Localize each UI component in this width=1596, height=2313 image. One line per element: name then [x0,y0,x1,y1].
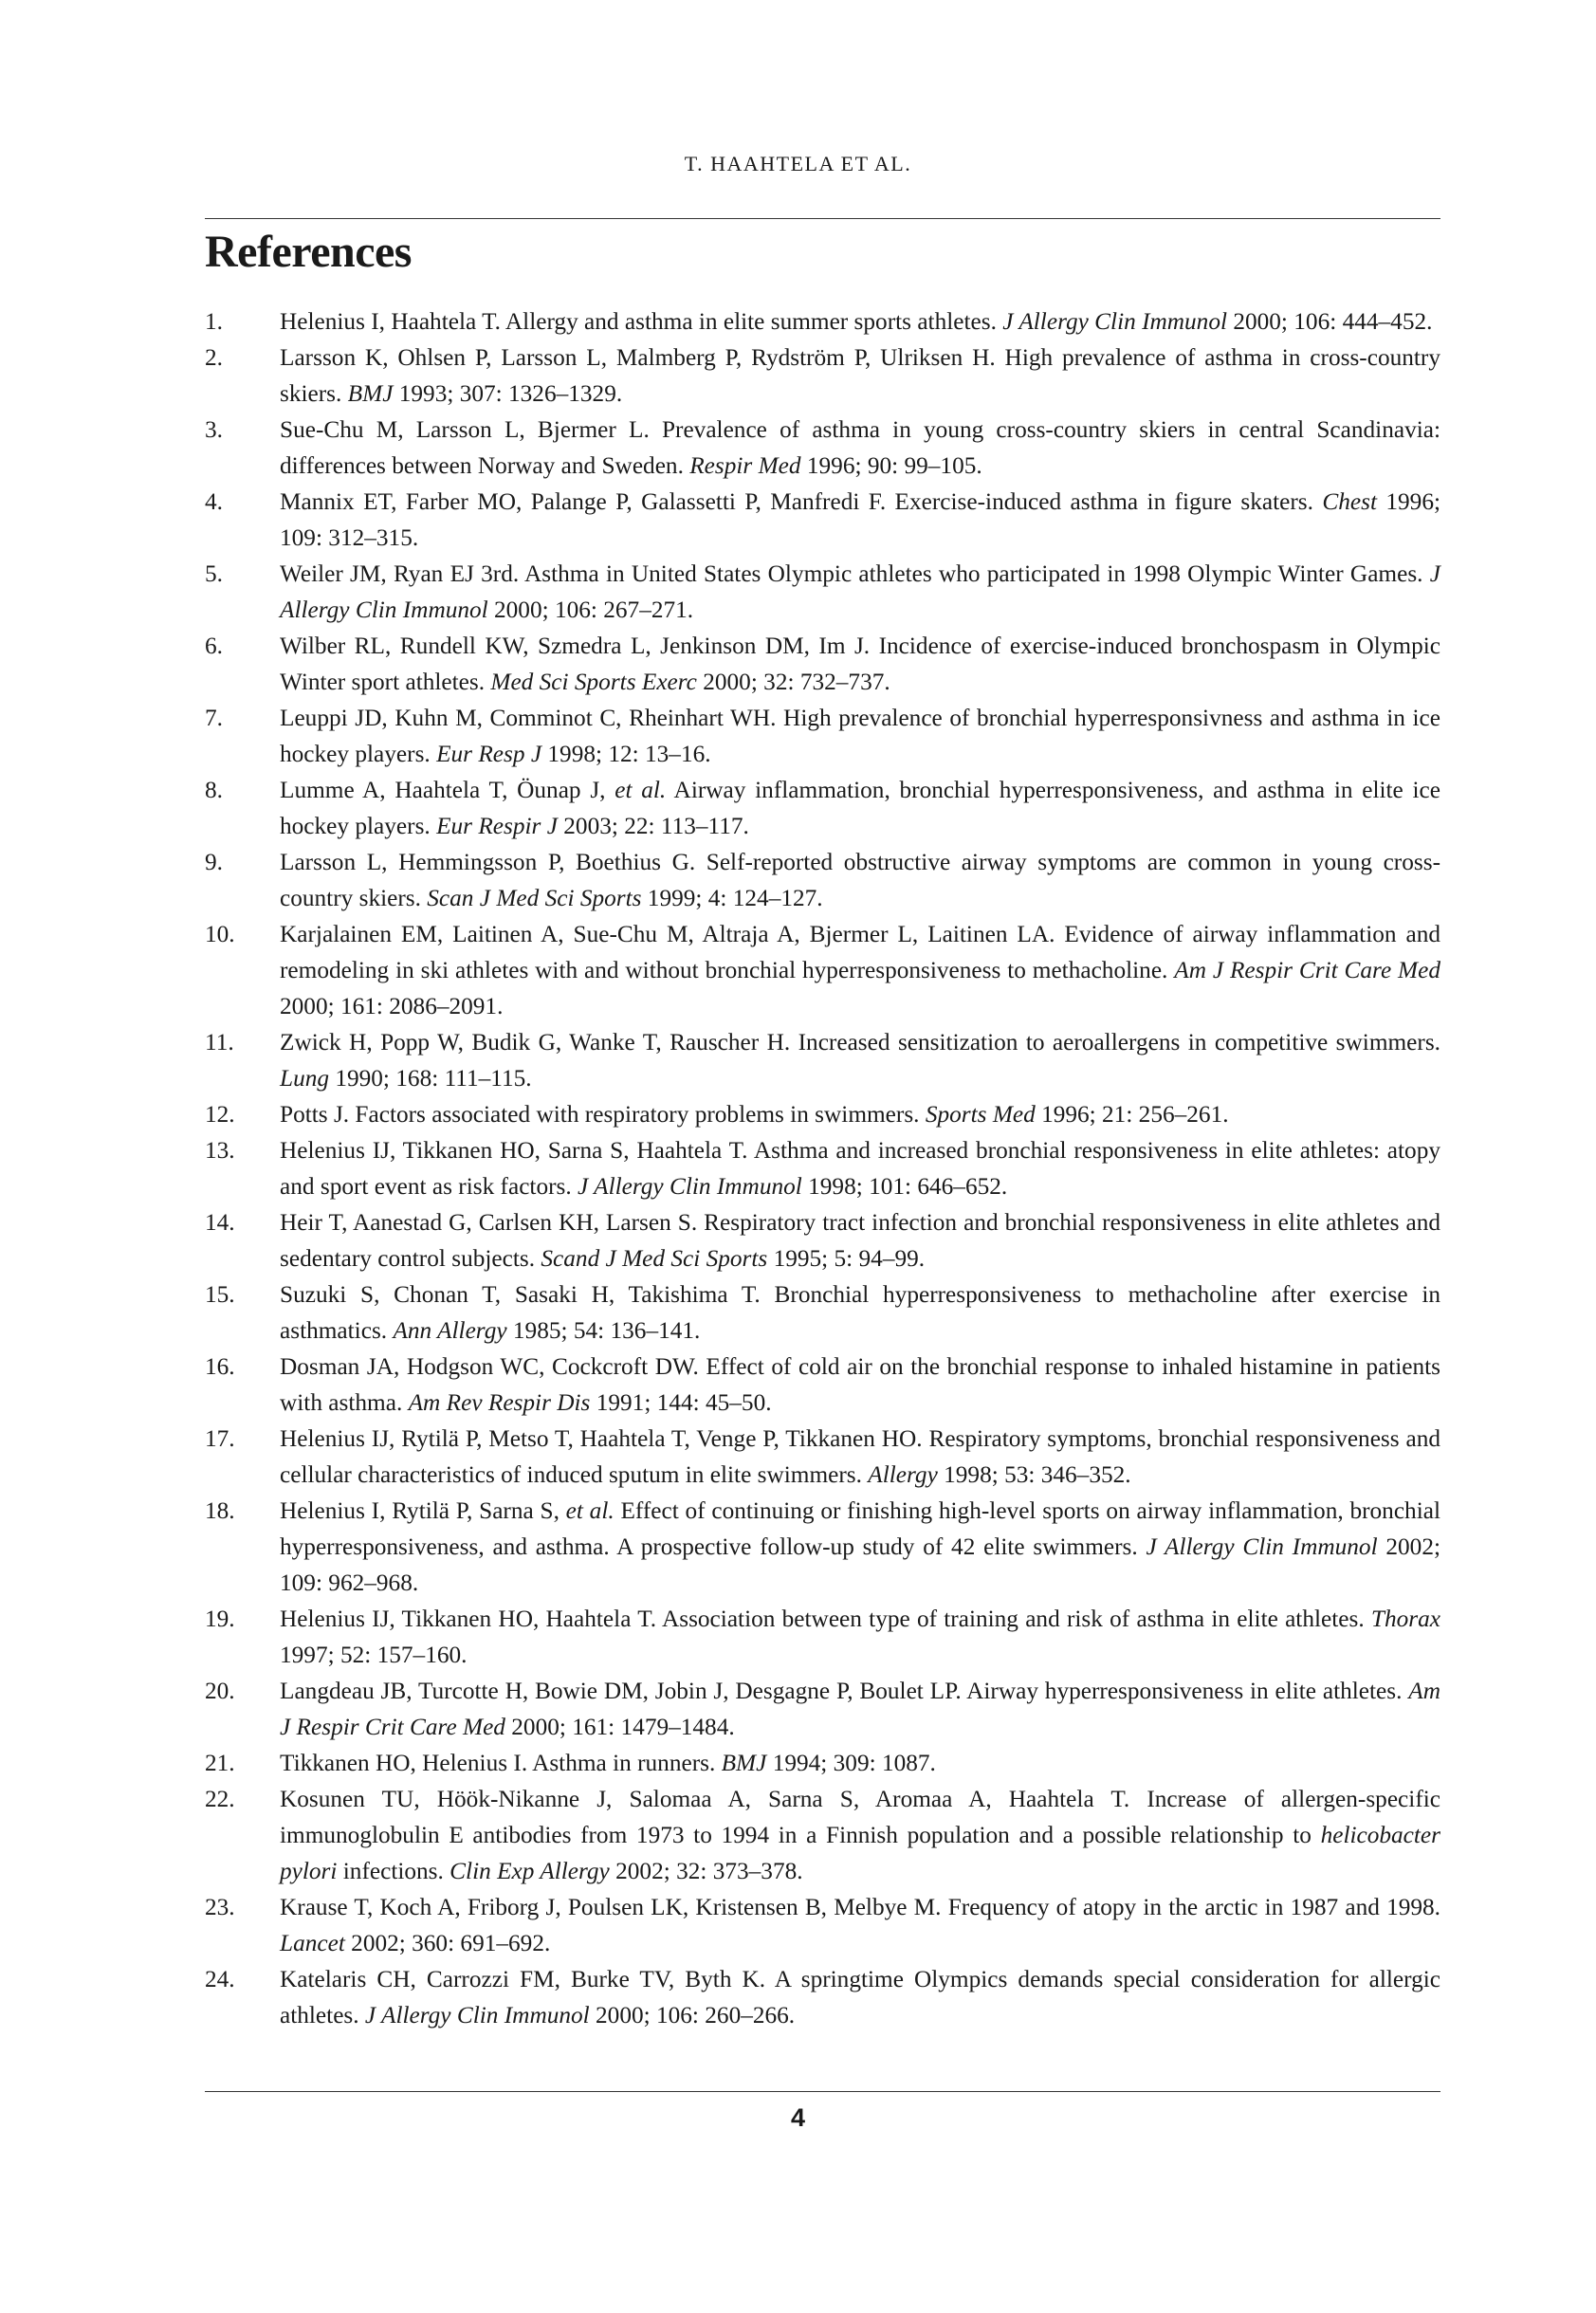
reference-authors-title: Helenius I, Rytilä P, Sarna S, [280,1497,566,1524]
reference-number: 16. [205,1353,235,1380]
reference-number: 20. [205,1678,235,1704]
reference-number: 24. [205,1966,235,1992]
reference-item [205,1204,1440,1276]
reference-journal: Am J Respir Crit Care Med [1174,957,1440,983]
reference-text [280,844,1440,916]
reference-authors-title: Dosman JA, Hodgson WC, Cockcroft DW. Effect of cold air on the bronchial response to inhaled histamine in patients with asthma. [280,1353,1440,1416]
reference-item [205,1673,1440,1745]
reference-citation: 2002; 32: 373–378. [609,1858,803,1884]
reference-text [280,1276,1440,1349]
reference-number: 14. [205,1209,235,1236]
reference-text [280,1601,1440,1673]
running-head: T. HAAHTELA ET AL. [684,152,912,175]
reference-journal: Clin Exp Allergy [449,1858,610,1884]
reference-number: 23. [205,1894,235,1920]
reference-citation: 1997; 52: 157–160. [280,1642,468,1668]
reference-number: 10. [205,921,235,947]
reference-authors-title: Tikkanen HO, Helenius I. Asthma in runners. [280,1750,722,1776]
reference-text [280,556,1440,628]
reference-number: 22. [205,1786,235,1812]
reference-citation: 1998; 101: 646–652. [801,1173,1008,1200]
reference-title-continued: Effect of continuing or finishing high-level sports on airway inflammation, bronchial hyperresponsiveness, and asthma. A prospective follow-up study of 42 elite swimmers. [280,1497,1440,1560]
reference-item [205,1745,1440,1781]
reference-citation: 1990; 168: 111–115. [329,1065,532,1092]
reference-number: 13. [205,1137,235,1164]
reference-number: 8. [205,777,223,803]
reference-authors-title: Potts J. Factors associated with respiratory problems in swimmers. [280,1101,926,1128]
reference-text [280,1961,1440,2033]
reference-item [205,303,1440,340]
reference-text [280,1024,1440,1096]
reference-text [280,412,1440,484]
reference-authors-title: Langdeau JB, Turcotte H, Bowie DM, Jobin J, Desgagne P, Boulet LP. Airway hyperresponsiveness in elite athletes. [280,1678,1409,1704]
reference-number: 1. [205,308,223,335]
reference-item [205,1421,1440,1493]
reference-journal: Chest [1322,488,1377,515]
reference-item [205,1024,1440,1096]
reference-authors-title: Zwick H, Popp W, Budik G, Wanke T, Rauscher H. Increased sensitization to aeroallergens in competitive swimmers. [280,1029,1440,1056]
reference-authors-title: Karjalainen EM, Laitinen A, Sue-Chu M, Altraja A, Bjermer L, Laitinen LA. Evidence of airway inflammation and remodeling in ski athletes with and without bronchial hyperresponsiveness to methacholine. [280,921,1440,983]
reference-authors-title: Helenius IJ, Tikkanen HO, Haahtela T. Association between type of training and risk of asthma in elite athletes. [280,1606,1371,1632]
reference-journal: Scan J Med Sci Sports [427,885,642,911]
reference-text [280,1889,1440,1961]
reference-number: 15. [205,1281,235,1308]
reference-citation: 1996; 90: 99–105. [800,452,982,479]
reference-citation: 1998; 12: 13–16. [541,741,711,767]
reference-journal: J Allergy Clin Immunol [1146,1533,1378,1560]
footer-rule [205,2091,1440,2092]
reference-citation: 1996; 109: 312–315. [280,488,1440,551]
reference-journal: J Allergy Clin Immunol [578,1173,802,1200]
reference-citation: 2000; 106: 444–452. [1227,308,1433,335]
reference-citation: 1999; 4: 124–127. [641,885,823,911]
reference-citation: 1985; 54: 136–141. [506,1317,701,1344]
reference-citation: 2002; 109: 962–968. [280,1533,1440,1596]
reference-italic-term: helicobacter pylori [280,1822,1440,1884]
reference-authors-title: Larsson L, Hemmingsson P, Boethius G. Self-reported obstructive airway symptoms are common in young cross-country skiers. [280,849,1440,911]
section-title: References [205,227,412,277]
reference-journal: Respir Med [689,452,801,479]
reference-number: 4. [205,488,223,515]
reference-authors-title: Helenius IJ, Tikkanen HO, Sarna S, Haahtela T. Asthma and increased bronchial responsiveness in elite athletes: atopy and sport event as risk factors. [280,1137,1440,1200]
reference-text [280,700,1440,772]
reference-journal: Eur Respir J [436,813,558,839]
reference-journal: Scand J Med Sci Sports [541,1245,768,1272]
reference-journal: BMJ [721,1750,767,1776]
reference-item [205,1493,1440,1601]
reference-citation: 2000; 32: 732–737. [696,669,890,695]
reference-item [205,1349,1440,1421]
reference-text [280,628,1440,700]
reference-number: 3. [205,416,223,443]
reference-number: 19. [205,1606,235,1632]
reference-citation: 2003; 22: 113–117. [557,813,749,839]
reference-journal: Ann Allergy [393,1317,507,1344]
reference-item [205,1601,1440,1673]
reference-item [205,1276,1440,1349]
reference-authors-title: Kosunen TU, Höök-Nikanne J, Salomaa A, Sarna S, Aromaa A, Haahtela T. Increase of allergen-specific immunoglobulin E antibodies from 1973 to 1994 in a Finnish population and a possible relationship to [280,1786,1440,1848]
reference-number: 2. [205,344,223,371]
reference-number: 11. [205,1029,234,1056]
page-number: 4 [790,2103,806,2132]
reference-item [205,772,1440,844]
reference-text [280,303,1440,340]
reference-authors-title: Krause T, Koch A, Friborg J, Poulsen LK, Kristensen B, Melbye M. Frequency of atopy in the arctic in 1987 and 1998. [280,1894,1440,1920]
reference-number: 21. [205,1750,235,1776]
reference-citation: 1998; 53: 346–352. [937,1461,1131,1488]
reference-item [205,340,1440,412]
reference-text [280,340,1440,412]
reference-title-continued: infections. [337,1858,450,1884]
reference-authors-title: Leuppi JD, Kuhn M, Comminot C, Rheinhart WH. High prevalence of bronchial hyperresponsivness and asthma in ice hockey players. [280,705,1440,767]
reference-journal: J Allergy Clin Immunol [280,560,1440,623]
reference-authors-title: Wilber RL, Rundell KW, Szmedra L, Jenkinson DM, Im J. Incidence of exercise-induced bronchospasm in Olympic Winter sport athletes. [280,633,1440,695]
reference-text [280,1204,1440,1276]
reference-journal: Am Rev Respir Dis [408,1389,591,1416]
reference-citation: 1993; 307: 1326–1329. [393,380,623,407]
reference-journal: J Allergy Clin Immunol [1002,308,1228,335]
reference-number: 6. [205,633,223,659]
reference-text [280,1421,1440,1493]
reference-journal: Sports Med [925,1101,1036,1128]
reference-number: 5. [205,560,223,587]
reference-authors-title: Suzuki S, Chonan T, Sasaki H, Takishima T. Bronchial hyperresponsiveness to methacholine after exercise in asthmatics. [280,1281,1440,1344]
reference-authors-title: Mannix ET, Farber MO, Palange P, Galassetti P, Manfredi F. Exercise-induced asthma in figure skaters. [280,488,1323,515]
reference-number: 7. [205,705,223,731]
reference-number: 18. [205,1497,235,1524]
reference-citation: 1991; 144: 45–50. [590,1389,772,1416]
reference-journal: Thorax [1370,1606,1440,1632]
reference-citation: 2000; 106: 260–266. [589,2002,796,2028]
reference-number: 12. [205,1101,235,1128]
reference-journal: J Allergy Clin Immunol [364,2002,590,2028]
reference-authors-title: Lumme A, Haahtela T, Öunap J, [280,777,615,803]
reference-authors-title: Helenius I, Haahtela T. Allergy and asthma in elite summer sports athletes. [280,308,1003,335]
reference-item [205,484,1440,556]
reference-item [205,1889,1440,1961]
reference-text [280,484,1440,556]
reference-item [205,628,1440,700]
reference-text [280,772,1440,844]
reference-citation: 1996; 21: 256–261. [1035,1101,1229,1128]
reference-text [280,1745,1440,1781]
reference-citation: 2002; 360: 691–692. [344,1930,551,1956]
reference-item [205,700,1440,772]
reference-authors-title: Larsson K, Ohlsen P, Larsson L, Malmberg P, Rydström P, Ulriksen H. High prevalence of asthma in cross-country skiers. [280,344,1440,407]
reference-journal: Lung [280,1065,330,1092]
reference-item [205,412,1440,484]
reference-title-continued: Airway inflammation, bronchial hyperresponsiveness, and asthma in elite ice hockey players. [280,777,1440,839]
reference-italic-term: et al. [565,1497,615,1524]
reference-item [205,1132,1440,1204]
reference-citation: 2000; 161: 1479–1484. [504,1714,735,1740]
reference-item [205,556,1440,628]
reference-item [205,1961,1440,2033]
reference-text [280,1493,1440,1601]
header-rule [205,218,1440,219]
reference-item [205,844,1440,916]
reference-text [280,1096,1440,1132]
reference-item [205,1781,1440,1889]
reference-text [280,1673,1440,1745]
reference-journal: BMJ [347,380,394,407]
reference-journal: Lancet [280,1930,345,1956]
reference-item [205,916,1440,1024]
reference-authors-title: Helenius IJ, Rytilä P, Metso T, Haahtela T, Venge P, Tikkanen HO. Respiratory symptoms, bronchial responsiveness and cellular characteristics of induced sputum in elite swimmers. [280,1425,1440,1488]
reference-citation: 2000; 161: 2086–2091. [280,993,504,1019]
reference-journal: Am J Respir Crit Care Med [280,1678,1440,1740]
reference-citation: 2000; 106: 267–271. [487,597,694,623]
reference-text [280,1349,1440,1421]
reference-authors-title: Weiler JM, Ryan EJ 3rd. Asthma in United States Olympic athletes who participated in 1998 Olympic Winter Games. [280,560,1430,587]
reference-journal: Med Sci Sports Exerc [490,669,697,695]
reference-authors-title: Katelaris CH, Carrozzi FM, Burke TV, Byth K. A springtime Olympics demands special consideration for allergic athletes. [280,1966,1440,2028]
reference-citation: 1994; 309: 1087. [766,1750,936,1776]
reference-list [205,303,1440,2033]
reference-authors-title: Heir T, Aanestad G, Carlsen KH, Larsen S. Respiratory tract infection and bronchial responsiveness in elite athletes and sedentary control subjects. [280,1209,1440,1272]
reference-citation: 1995; 5: 94–99. [767,1245,926,1272]
reference-italic-term: et al. [615,777,667,803]
reference-text [280,1132,1440,1204]
reference-text [280,1781,1440,1889]
reference-authors-title: Sue-Chu M, Larsson L, Bjermer L. Prevalence of asthma in young cross-country skiers in central Scandinavia: differences between Norway and Sweden. [280,416,1440,479]
reference-number: 9. [205,849,223,875]
reference-journal: Eur Resp J [436,741,542,767]
reference-text [280,916,1440,1024]
reference-journal: Allergy [868,1461,938,1488]
reference-item [205,1096,1440,1132]
reference-number: 17. [205,1425,235,1452]
